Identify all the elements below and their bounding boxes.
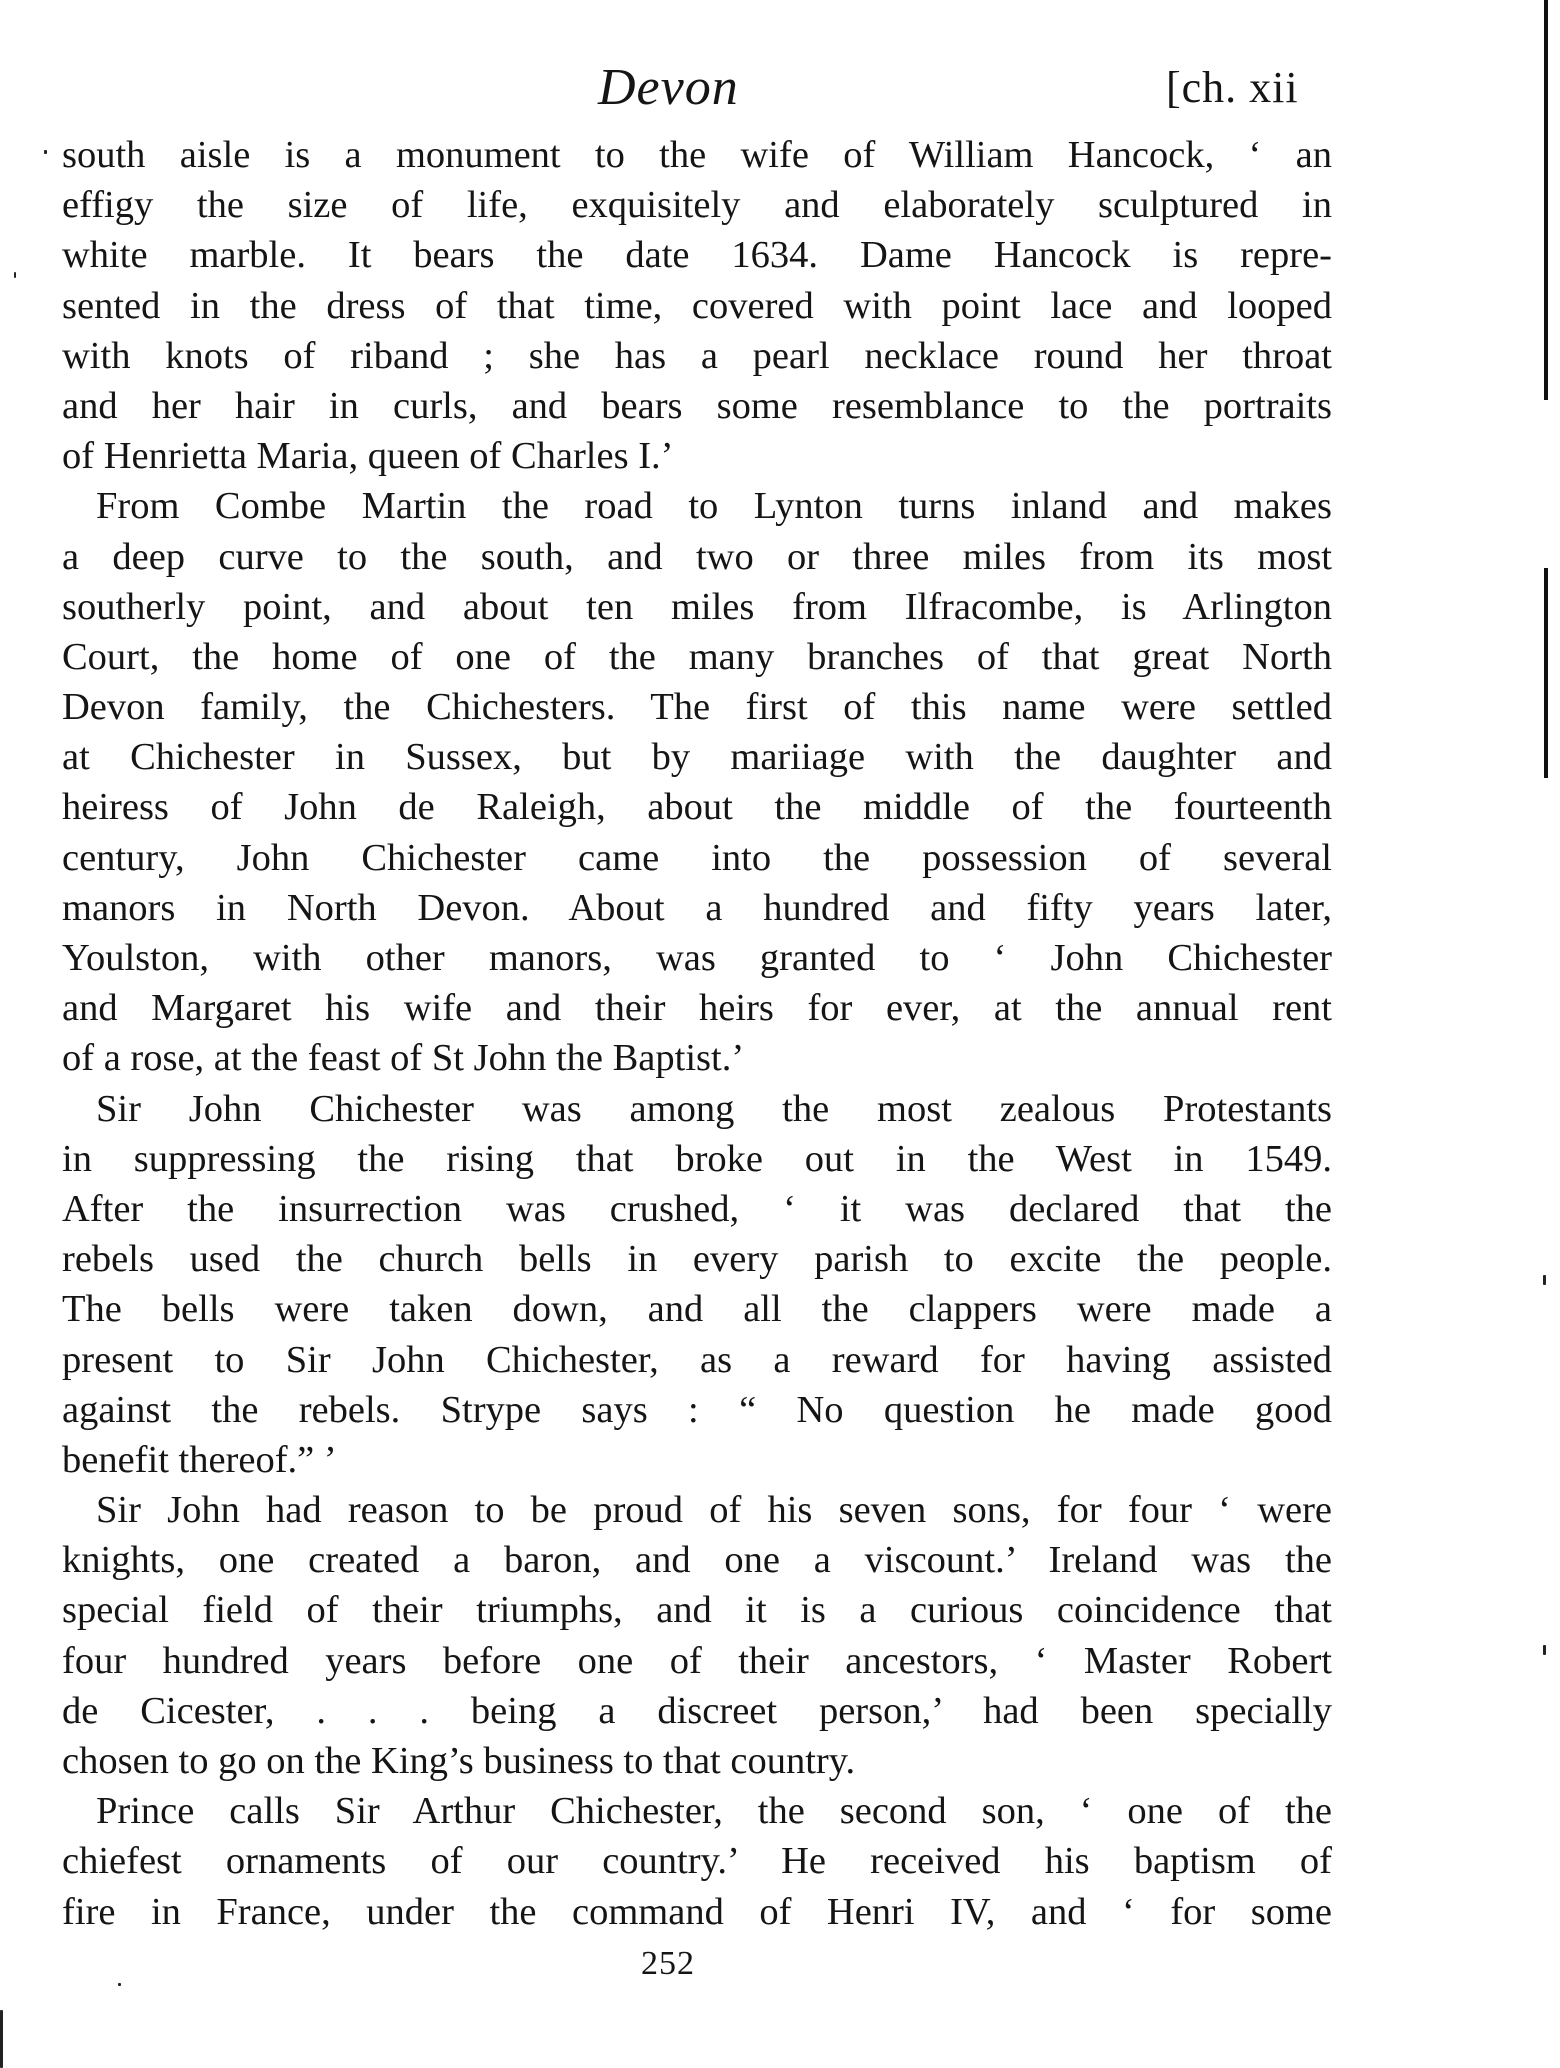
text-line: present to Sir John Chichester, as a reward for having assisted	[62, 1338, 1332, 1381]
text-line: effigy the size of life, exquisitely and elaborately sculptured in	[62, 184, 1332, 227]
text-line: a deep curve to the south, and two or three miles from its most	[62, 535, 1332, 578]
text-line: Sir John Chichester was among the most zealous Protestants	[96, 1087, 1332, 1130]
text-line: Prince calls Sir Arthur Chichester, the second son, ‘ one of the	[96, 1790, 1332, 1833]
chapter-label: [ch. xii	[1166, 63, 1299, 112]
text-line: of Henrietta Maria, queen of Charles I.’	[62, 435, 674, 478]
body-text	[62, 130, 1332, 1937]
text-line: Youlston, with other manors, was granted to ‘ John Chichester	[62, 937, 1332, 979]
page-number: 252	[641, 1945, 695, 1982]
scan-speck	[0, 2010, 3, 2068]
scan-speck	[1543, 1275, 1546, 1285]
scan-edge-mark	[1544, 0, 1548, 400]
paragraph	[62, 130, 1332, 481]
text-line: rebels used the church bells in every parish to excite the people.	[62, 1238, 1332, 1281]
text-line: four hundred years before one of their ancestors, ‘ Master Robert	[62, 1639, 1332, 1682]
scan-speck	[1543, 1645, 1546, 1655]
text-line: From Combe Martin the road to Lynton turns inland and makes	[96, 485, 1332, 528]
text-line: manors in North Devon. About a hundred and fifty years later,	[62, 886, 1332, 929]
scan-edge-mark	[1544, 568, 1548, 778]
text-line: knights, one created a baron, and one a viscount.’ Ireland was the	[62, 1539, 1332, 1582]
text-line: against the rebels. Strype says : “ No question he made good	[62, 1388, 1332, 1431]
text-line: special field of their triumphs, and it is a curious coincidence that	[62, 1589, 1332, 1632]
paragraph	[62, 1485, 1332, 1786]
text-line: with knots of riband ; she has a pearl necklace round her throat	[62, 334, 1332, 377]
paragraph	[62, 481, 1332, 1083]
scan-speck	[118, 1983, 121, 1986]
scan-speck	[44, 150, 47, 154]
paragraph	[62, 1084, 1332, 1486]
text-line: de Cicester, . . . being a discreet person,’ had been specially	[62, 1689, 1332, 1732]
text-line: Court, the home of one of the many branches of that great North	[62, 635, 1332, 678]
running-header-title: Devon	[598, 59, 739, 116]
text-line: in suppressing the rising that broke out in the West in 1549.	[62, 1137, 1332, 1180]
text-line: Sir John had reason to be proud of his seven sons, for four ‘ were	[96, 1489, 1332, 1532]
text-line: and Margaret his wife and their heirs for ever, at the annual rent	[62, 987, 1332, 1030]
text-line: century, John Chichester came into the possession of several	[62, 836, 1332, 879]
text-line: After the insurrection was crushed, ‘ it was declared that the	[62, 1187, 1332, 1230]
text-line: southerly point, and about ten miles from Ilfracombe, is Arlington	[62, 585, 1332, 628]
text-line: The bells were taken down, and all the clappers were made a	[62, 1288, 1332, 1331]
text-line: and her hair in curls, and bears some resemblance to the portraits	[62, 384, 1332, 427]
scan-speck	[14, 272, 16, 278]
text-line: at Chichester in Sussex, but by mariiage with the daughter and	[62, 736, 1332, 779]
text-line: of a rose, at the feast of St John the Baptist.’	[62, 1037, 745, 1080]
text-line: sented in the dress of that time, covered with point lace and looped	[62, 284, 1332, 327]
text-line: chiefest ornaments of our country.’ He received his baptism of	[62, 1840, 1332, 1883]
text-line: fire in France, under the command of Henri IV, and ‘ for some	[62, 1890, 1332, 1933]
text-line: heiress of John de Raleigh, about the middle of the fourteenth	[62, 786, 1332, 829]
text-line: south aisle is a monument to the wife of William Hancock, ‘ an	[62, 134, 1332, 176]
text-line: benefit thereof.” ’	[62, 1438, 337, 1481]
paragraph	[62, 1786, 1332, 1937]
text-line: white marble. It bears the date 1634. Dame Hancock is repre-	[62, 234, 1332, 277]
text-line: Devon family, the Chichesters. The first of this name were settled	[62, 686, 1332, 729]
text-line: chosen to go on the King’s business to that country.	[62, 1740, 856, 1782]
